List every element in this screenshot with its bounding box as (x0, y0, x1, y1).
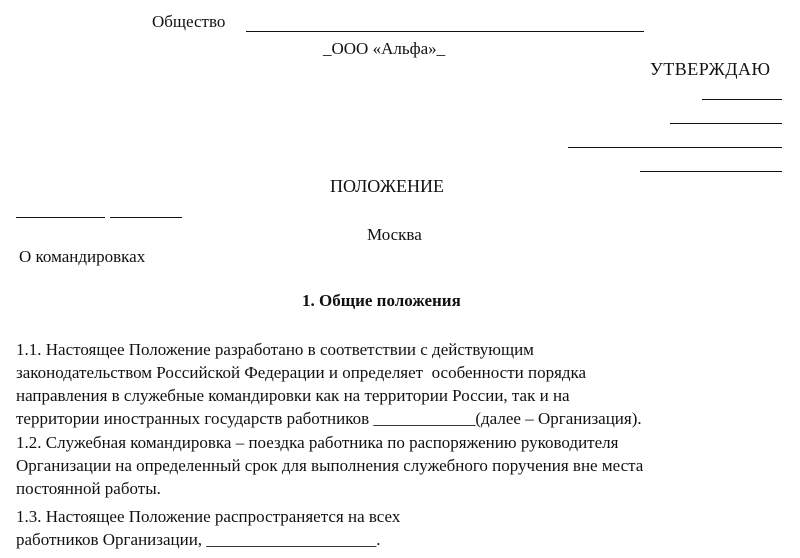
section-heading: 1. Общие положения (302, 291, 461, 310)
number-blank-line (110, 217, 182, 218)
document-title: ПОЛОЖЕНИЕ (330, 176, 444, 196)
body-line: 1.1. Настоящее Положение разработано в соответствии с действующим (16, 340, 534, 359)
approval-line-3 (568, 147, 782, 148)
approval-label: УТВЕРЖДАЮ (650, 59, 771, 79)
body-line: работников Организации, ____________________. (16, 530, 381, 549)
approval-line-4 (640, 171, 782, 172)
approval-line-1 (702, 99, 782, 100)
city: Москва (367, 225, 422, 244)
body-line: законодательством Российской Федерации и определяет особенности порядка (16, 363, 587, 382)
document-subject: О командировках (19, 247, 146, 266)
body-line: направления в служебные командировки как на территории России, так и на (16, 386, 570, 405)
society-blank-line (246, 31, 644, 32)
date-blank-line (16, 217, 105, 218)
body-line: территории иностранных государств работников ____________(далее – Организация). (16, 409, 642, 428)
body-line: постоянной работы. (16, 479, 161, 498)
society-label: Общество (152, 12, 226, 31)
body-line: Организации на определенный срок для выполнения служебного поручения вне места (16, 456, 644, 475)
body-line: 1.2. Служебная командировка – поездка работника по распоряжению руководителя (16, 433, 619, 452)
approval-line-2 (670, 123, 782, 124)
body-line: 1.3. Настоящее Положение распространяется на всех (16, 507, 401, 526)
organization-name: _ООО «Альфа»_ (323, 39, 446, 58)
